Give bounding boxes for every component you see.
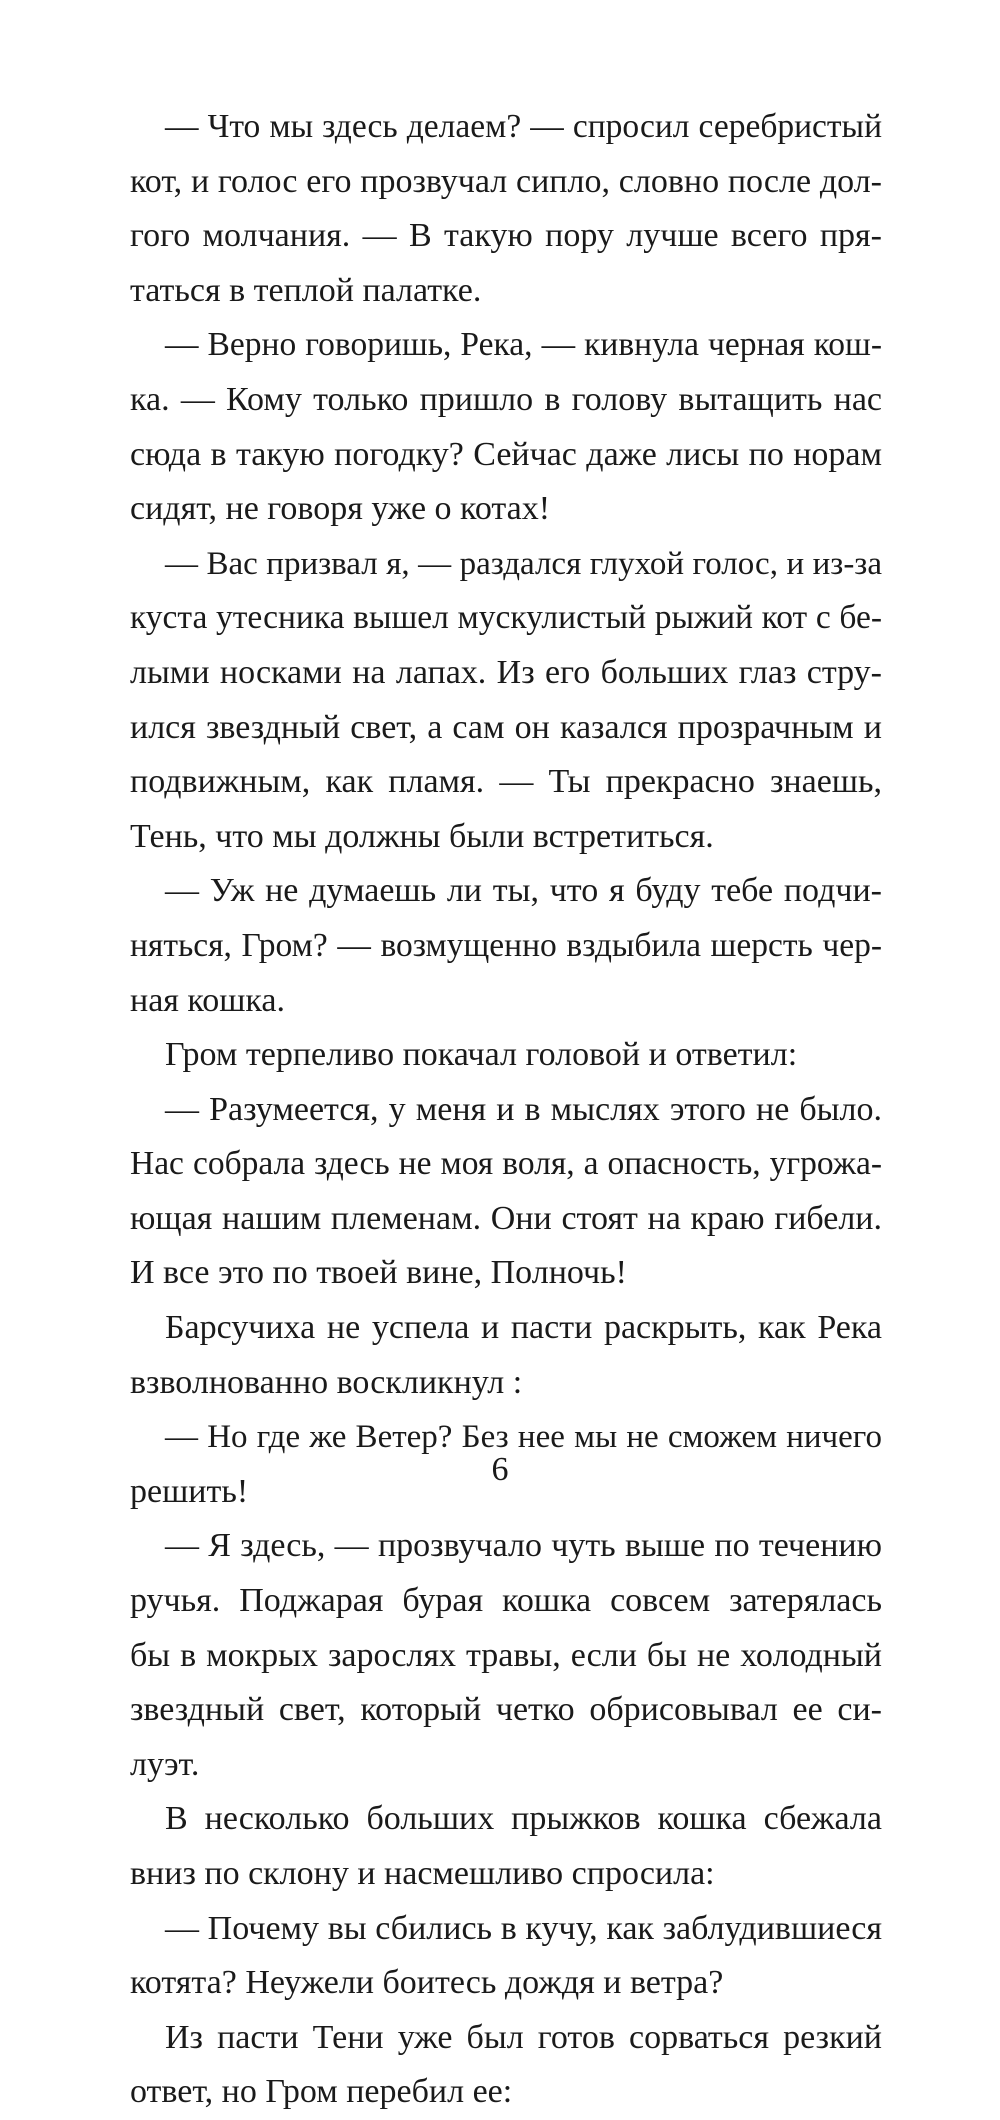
- text-line: звездный свет, который четко обрисовывал ее си-: [130, 1691, 882, 1729]
- text-line: Гром терпеливо покачал головой и ответил:: [165, 1036, 798, 1074]
- text-line: котята? Неужели боитесь дождя и ветра?: [130, 1964, 724, 2002]
- text-line: гого молчания. — В такую пору лучше всего пря-: [130, 217, 882, 255]
- text-line: ответ, но Гром перебил ее:: [130, 2073, 513, 2111]
- text-line: решить!: [130, 1472, 249, 1510]
- text-line: кот, и голос его прозвучал сипло, словно после дол-: [130, 162, 882, 200]
- text-line: лыми носками на лапах. Из его больших глаз стру-: [130, 653, 882, 691]
- text-line: луэт.: [130, 1745, 200, 1783]
- text-line: Барсучиха не успела и пасти раскрыть, как Река: [165, 1309, 882, 1347]
- text-line: В несколько больших прыжков кошка сбежала: [165, 1800, 882, 1838]
- text-line: Тень, что мы должны были встретиться.: [130, 817, 714, 855]
- text-line: И все это по твоей вине, Полночь!: [130, 1254, 627, 1292]
- text-line: ющая нашим племенам. Они стоят на краю гибели.: [130, 1199, 882, 1237]
- text-line: Нас собрала здесь не моя воля, а опасность, угрожа-: [130, 1145, 882, 1183]
- text-line: таться в теплой палатке.: [130, 271, 482, 309]
- text-line: вниз по склону и насмешливо спросила:: [130, 1855, 715, 1892]
- text-line: — Почему вы сбились в кучу, как заблудившиеся: [165, 1909, 882, 1947]
- body-text: [130, 100, 882, 2120]
- text-line: взволнованно воскликнул :: [130, 1363, 523, 1401]
- text-line: — Верно говоришь, Река, — кивнула черная кош-: [165, 326, 882, 364]
- text-line: — Что мы здесь делаем? — спросил серебристый: [165, 108, 882, 145]
- text-line: — Я здесь, — прозвучало чуть выше по течению: [165, 1527, 882, 1565]
- text-line: сюда в такую погодку? Сейчас даже лисы по норам: [130, 435, 882, 473]
- text-line: — Вас призвал я, — раздался глухой голос, и из-за: [165, 545, 882, 582]
- text-line: ная кошка.: [130, 981, 285, 1019]
- text-line: няться, Гром? — возмущенно вздыбила шерсть чер-: [130, 926, 882, 964]
- text-line: ка. — Кому только пришло в голову вытащить нас: [130, 380, 882, 418]
- text-line: — Разумеется, у меня и в мыслях этого не было.: [165, 1090, 882, 1128]
- text-line: бы в мокрых зарослях травы, если бы не холодный: [130, 1636, 882, 1674]
- text-line: сидят, не говоря уже о котах!: [130, 490, 551, 528]
- page-number: 6: [491, 1451, 509, 1488]
- text-line: — Уж не думаешь ли ты, что я буду тебе подчи-: [165, 872, 882, 910]
- text-line: Из пасти Тени уже был готов сорваться резкий: [165, 2018, 882, 2056]
- text-line: ручья. Поджарая бурая кошка совсем затерялась: [130, 1582, 882, 1620]
- text-line: — Но где же Ветер? Без нее мы не сможем ничего: [165, 1419, 882, 1456]
- text-line: ился звездный свет, а сам он казался прозрачным и: [130, 708, 882, 746]
- text-line: подвижным, как пламя. — Ты прекрасно знаешь,: [130, 763, 882, 801]
- text-line: куста утесника вышел мускулистый рыжий кот с бе-: [130, 599, 882, 637]
